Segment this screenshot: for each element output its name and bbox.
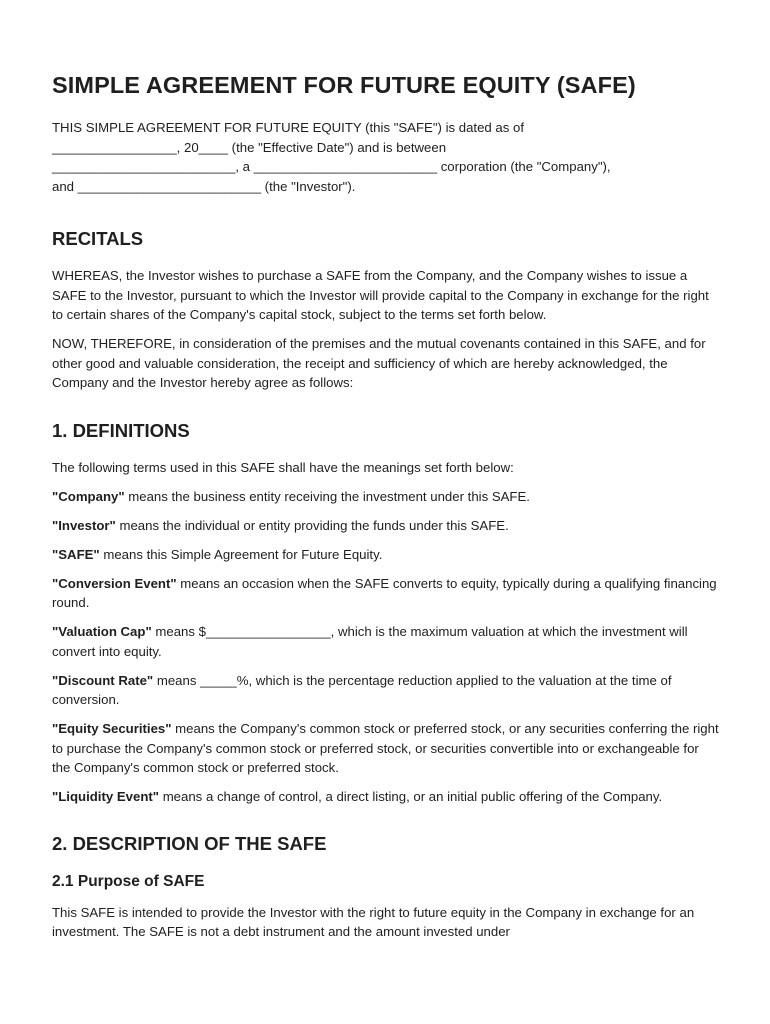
intro-line: _________________, 20____ (the "Effective Date") and is between xyxy=(52,139,447,155)
intro-line: and _________________________ (the "Investor"). xyxy=(52,178,356,194)
definition-item-company xyxy=(52,487,720,507)
purpose-paragraph: This SAFE is intended to provide the Investor with the right to future equity in the Company in exchange for an investment. The SAFE is not a debt instrument and the amount invested under xyxy=(52,904,695,939)
definition-text: means the business entity receiving the investment under this SAFE. xyxy=(124,488,530,504)
definition-term: "Conversion Event" xyxy=(52,575,177,591)
definition-item-liquidity-event xyxy=(52,787,720,807)
definition-text: means an occasion when the SAFE converts to equity, typically during a qualifying financing round. xyxy=(52,575,717,610)
definition-text: means $_________________, which is the maximum valuation at which the investment will convert into equity. xyxy=(52,624,688,659)
definitions-heading: 1. DEFINITIONS xyxy=(52,419,190,441)
definition-term: "Equity Securities" xyxy=(52,721,172,736)
definition-item-investor xyxy=(52,516,720,536)
recitals-heading: RECITALS xyxy=(52,228,144,249)
definition-term: "Discount Rate" xyxy=(52,672,154,688)
intro-line: _________________________, a _________________________ corporation (the "Company"), xyxy=(52,159,611,174)
definition-item-equity-securities xyxy=(52,719,720,778)
definition-text: means _____%, which is the percentage reduction applied to the valuation at the time of conversion. xyxy=(52,672,672,707)
definition-term: "Valuation Cap" xyxy=(52,624,152,639)
document-title: SIMPLE AGREEMENT FOR FUTURE EQUITY (SAFE) xyxy=(52,72,636,98)
intro-paragraph xyxy=(52,118,720,196)
definition-term: "SAFE" xyxy=(52,546,100,562)
definition-text: means the Company's common stock or preferred stock, or any securities conferring the right to purchase the Company's common stock or preferred stock, or securities convertible into or exchangeable for the Company's common stock or preferred stock. xyxy=(52,721,719,775)
definition-term: "Company" xyxy=(52,488,125,504)
definition-item-safe xyxy=(52,545,720,565)
whereas-paragraph: WHEREAS, the Investor wishes to purchase a SAFE from the Company, and the Company wishes to issue a SAFE to the Investor, pursuant to which the Investor will provide capital to the Company in exchange for the right to certain shares of the Company's capital stock, subject to the terms set forth below. xyxy=(52,268,709,322)
definition-text: means the individual or entity providing the funds under this SAFE. xyxy=(115,517,509,533)
intro-line: THIS SIMPLE AGREEMENT FOR FUTURE EQUITY (this "SAFE") is dated as of xyxy=(52,120,525,135)
definition-text: means a change of control, a direct listing, or an initial public offering of the Company. xyxy=(159,789,663,804)
definition-item-discount-rate xyxy=(52,671,720,710)
definition-item-valuation-cap xyxy=(52,622,720,661)
definition-item-conversion-event xyxy=(52,574,720,613)
description-heading: 2. DESCRIPTION OF THE SAFE xyxy=(52,832,327,854)
now-therefore-paragraph: NOW, THEREFORE, in consideration of the premises and the mutual covenants contained in this SAFE, and for other good and valuable consideration, the receipt and sufficiency of which are hereby acknowledged, the Company and the Investor hereby agree as follows: xyxy=(52,336,706,390)
definitions-intro: The following terms used in this SAFE shall have the meanings set forth below: xyxy=(52,459,514,475)
definition-term: "Investor" xyxy=(52,517,116,533)
definition-term: "Liquidity Event" xyxy=(52,789,160,804)
purpose-heading: 2.1 Purpose of SAFE xyxy=(52,872,205,890)
definition-text: means this Simple Agreement for Future Equity. xyxy=(99,546,383,562)
